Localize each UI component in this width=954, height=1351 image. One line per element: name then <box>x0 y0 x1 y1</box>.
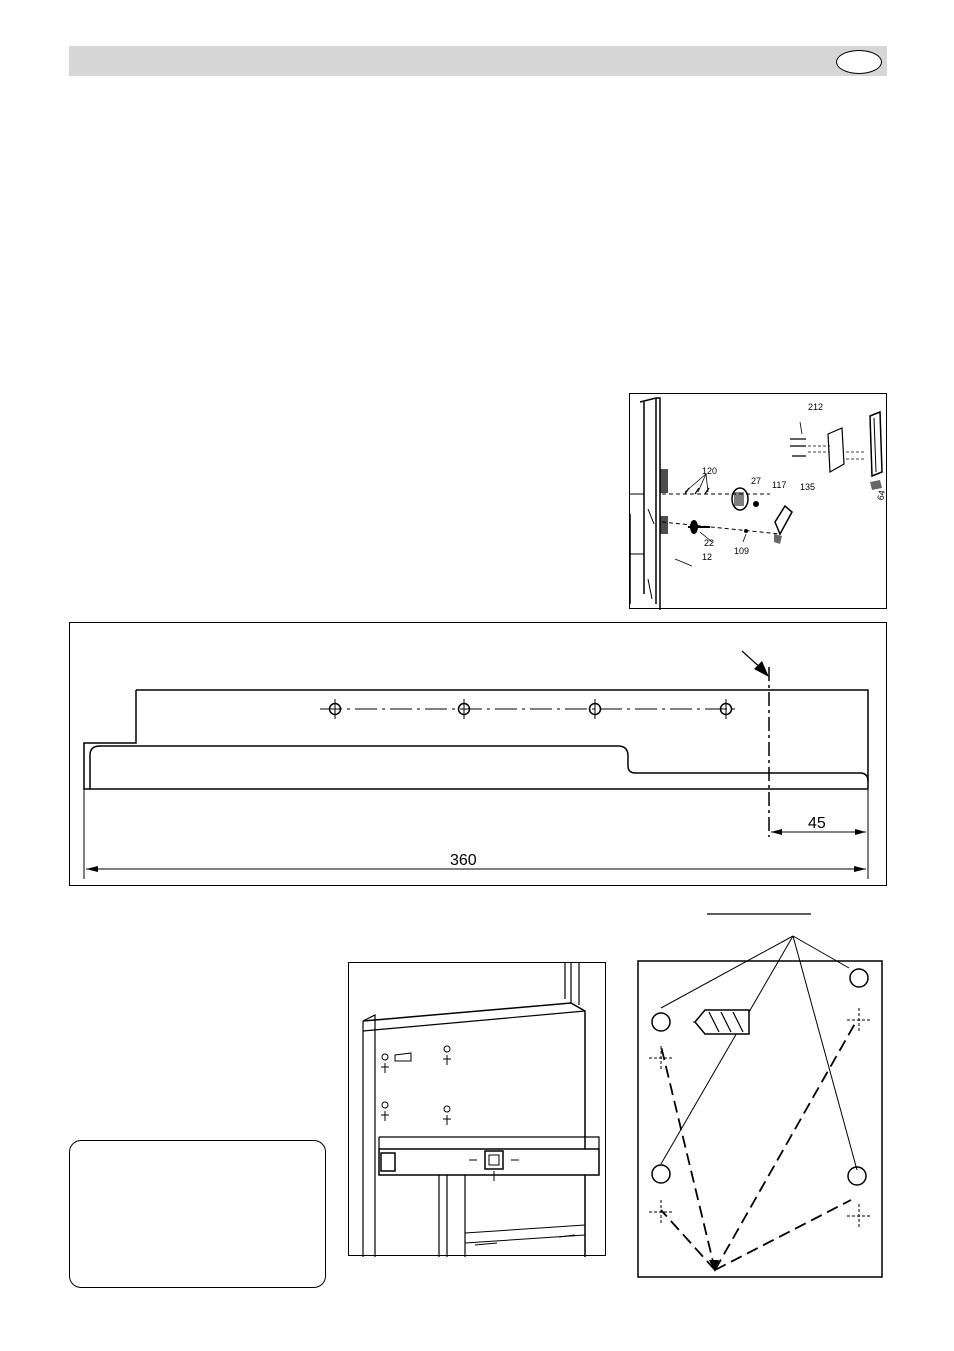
part-label-64: 64 <box>875 489 887 501</box>
part-label-117: 117 <box>772 480 787 490</box>
drill-hole <box>652 1013 670 1031</box>
part-label-212: 212 <box>808 402 824 412</box>
header-bar <box>69 46 887 76</box>
language-badge <box>836 50 882 74</box>
part-label-12: 12 <box>702 552 713 562</box>
drill-bit-icon <box>693 1010 749 1034</box>
part-label-109: 109 <box>734 546 750 556</box>
note-box <box>69 1140 326 1288</box>
dimension-45: 45 <box>808 815 826 832</box>
exploded-view-drawing <box>630 394 888 610</box>
drill-hole <box>850 969 868 987</box>
template-drawing <box>70 623 888 887</box>
exploded-view-figure <box>629 393 887 609</box>
template-hole <box>590 699 601 719</box>
dimension-360: 360 <box>450 852 477 869</box>
drill-hole <box>652 1165 670 1183</box>
drill-detail-figure <box>637 910 883 1278</box>
part-label-120: 120 <box>702 466 718 476</box>
template-drawing-figure <box>69 622 887 886</box>
part-label-135: 135 <box>800 482 816 492</box>
part-label-27: 27 <box>751 476 762 486</box>
part-label-22: 22 <box>704 538 715 548</box>
drill-detail-drawing <box>637 910 883 1278</box>
installation-view-drawing <box>349 963 607 1257</box>
installation-view-figure <box>348 962 606 1256</box>
